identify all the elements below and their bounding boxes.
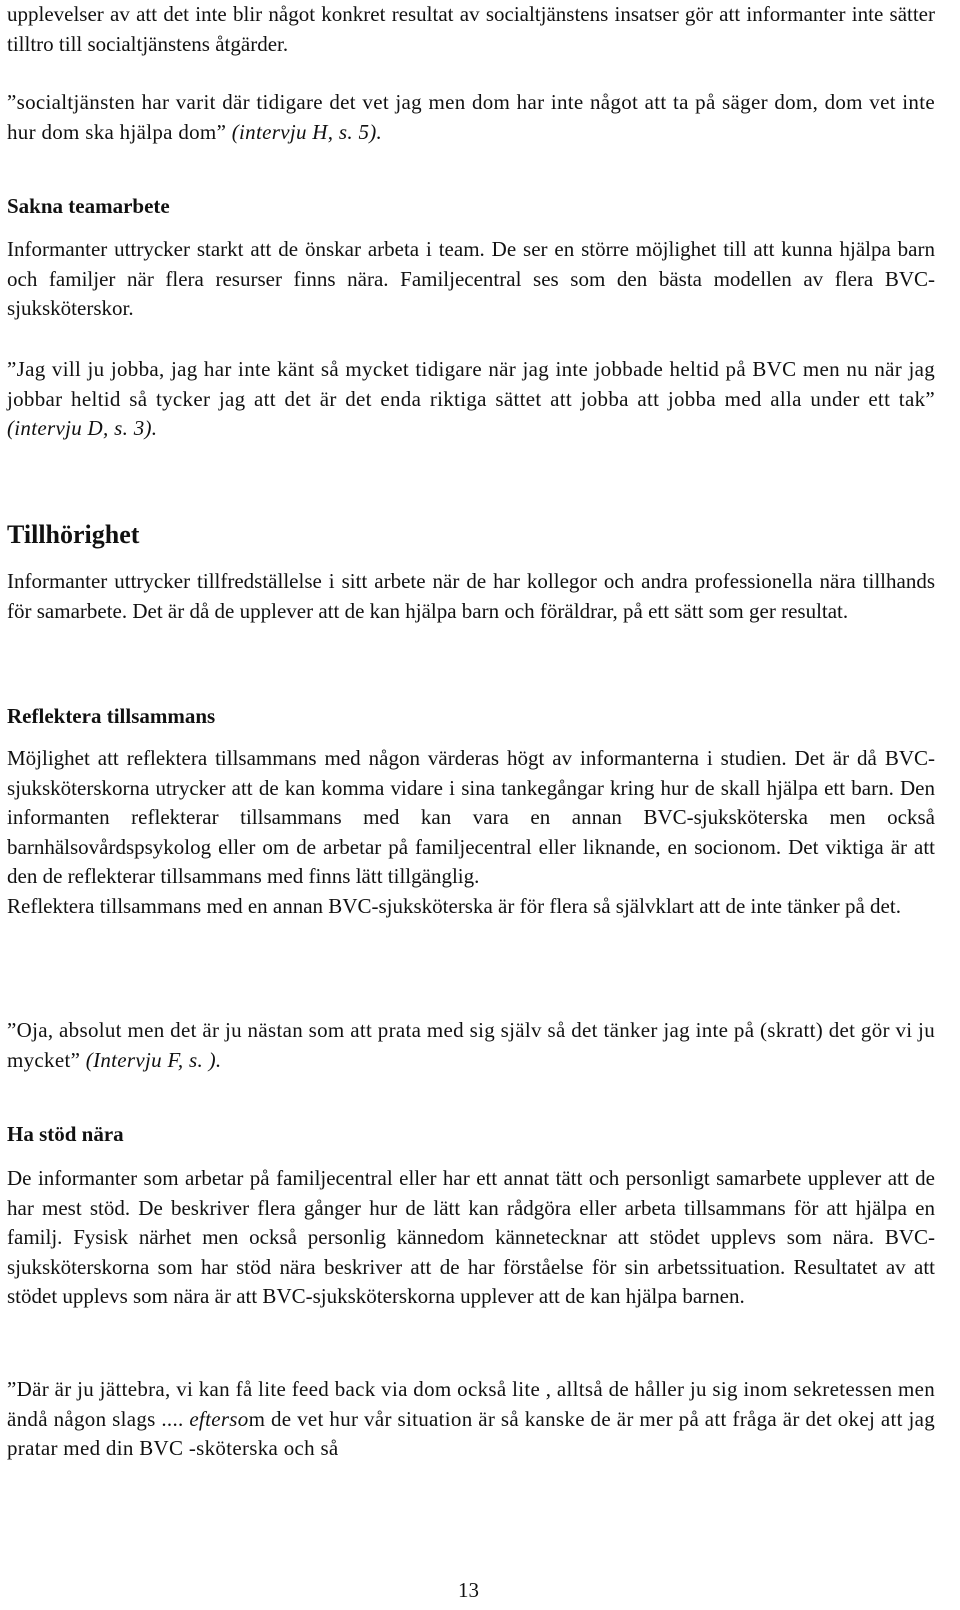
interview-quote-d — [7, 355, 935, 444]
section-heading-reflektera-tillsammans: Reflektera tillsammans — [7, 704, 216, 728]
quote-text-b: m de vet hur vår situation är så kanske de är mer på att fråga är det okej att jag pratar med din BVC -sköterska och så — [7, 1406, 935, 1460]
interview-quote-h — [7, 88, 935, 147]
section-paragraph-reflektera-2: Reflektera tillsammans med en annan BVC-sjuksköterska är för flera så självklart att de inte tänker på det. — [7, 893, 901, 918]
section-paragraph-reflektera-1: Möjlighet att reflektera tillsammans med någon värderas högt av informanterna i studien. Det är då BVC-sjuksköterskorna utrycker att de kan komma vidare i sina tankegångar kring hur de skall hjälpa ett barn. Den informanten reflekterar tillsammans med kan vara en annan BVC-sjuksköterska men också barnhälsovårdspsykolog eller om de arbetar på familjecentral eller liknande, en socionom. Det viktiga är att den de reflekterar tillsammans med finns lätt tillgänglig. — [7, 746, 935, 888]
section-paragraph-ha-stod-nara: De informanter som arbetar på familjecentral eller har ett annat tätt och personligt samarbete upplever att de har mest stöd. De beskriver flera gånger hur de lätt kan rådgöra eller arbeta tillsammans för att hjälpa en familj. Fysisk närhet men också personlig kännedom kännetecknar att stödet upplevs som nära. BVC-sjuksköterskorna som har stöd nära beskriver att de har förståelse för sin arbetssituation. Resultatet av att stödet upplevs som nära är att BVC-sjuksköterskorna upplever att de kan hjälpa barnen. — [7, 1166, 935, 1308]
quote-citation: (intervju D, s. 3). — [7, 416, 158, 440]
quote-citation: (Intervju F, s. ). — [85, 1047, 222, 1072]
quote-citation: (intervju H, s. 5). — [231, 119, 383, 144]
interview-quote-f — [7, 1016, 935, 1075]
quote-italic-fragment: efterso — [189, 1406, 249, 1431]
quote-text: ”Jag vill ju jobba, jag har inte känt så mycket tidigare när jag inte jobbade heltid på BVC men nu när jag jobbar heltid så tycker jag att det är det enda riktiga sättet att jobba att jobba med alla under ett tak” — [7, 357, 935, 411]
quote-text: ”Oja, absolut men det är ju nästan som att prata med sig själv så det tänker jag inte på (skratt) det gör vi ju mycket” — [7, 1018, 935, 1072]
section-heading-tillhorighet: Tillhörighet — [7, 520, 140, 549]
intro-paragraph: upplevelser av att det inte blir något konkret resultat av socialtjänstens insatser gör att informanter inte sätter tilltro till socialtjänstens åtgärder. — [7, 2, 935, 56]
section-heading-ha-stod-nara: Ha stöd nära — [7, 1122, 124, 1146]
section-paragraph-sakna-teamarbete: Informanter uttrycker starkt att de önskar arbeta i team. De ser en större möjlighet till att kunna hjälpa barn och familjer när flera resurser finns nära. Familjecentral ses som den bästa modellen av flera BVC-sjuksköterskor. — [7, 237, 935, 320]
quote-text-a: ”Där är ju jättebra, vi kan få lite feed back via dom också lite , alltså de håller ju sig inom sekretessen men ändå någon slags .... — [7, 1377, 935, 1431]
interview-quote-last — [7, 1375, 935, 1464]
section-paragraph-tillhorighet: Informanter uttrycker tillfredställelse i sitt arbete när de har kollegor och andra professionella nära tillhands för samarbete. Det är då de upplever att de kan hjälpa barn och föräldrar, på ett sätt som ger resultat. — [7, 569, 935, 623]
quote-text: ”socialtjänsten har varit där tidigare det vet jag men dom har inte något att ta på säger dom, dom vet inte hur dom ska hjälpa dom” — [7, 90, 935, 144]
section-body-reflektera-tillsammans — [7, 744, 935, 921]
page-number: 13 — [458, 1578, 479, 1602]
section-heading-sakna-teamarbete: Sakna teamarbete — [7, 194, 170, 218]
